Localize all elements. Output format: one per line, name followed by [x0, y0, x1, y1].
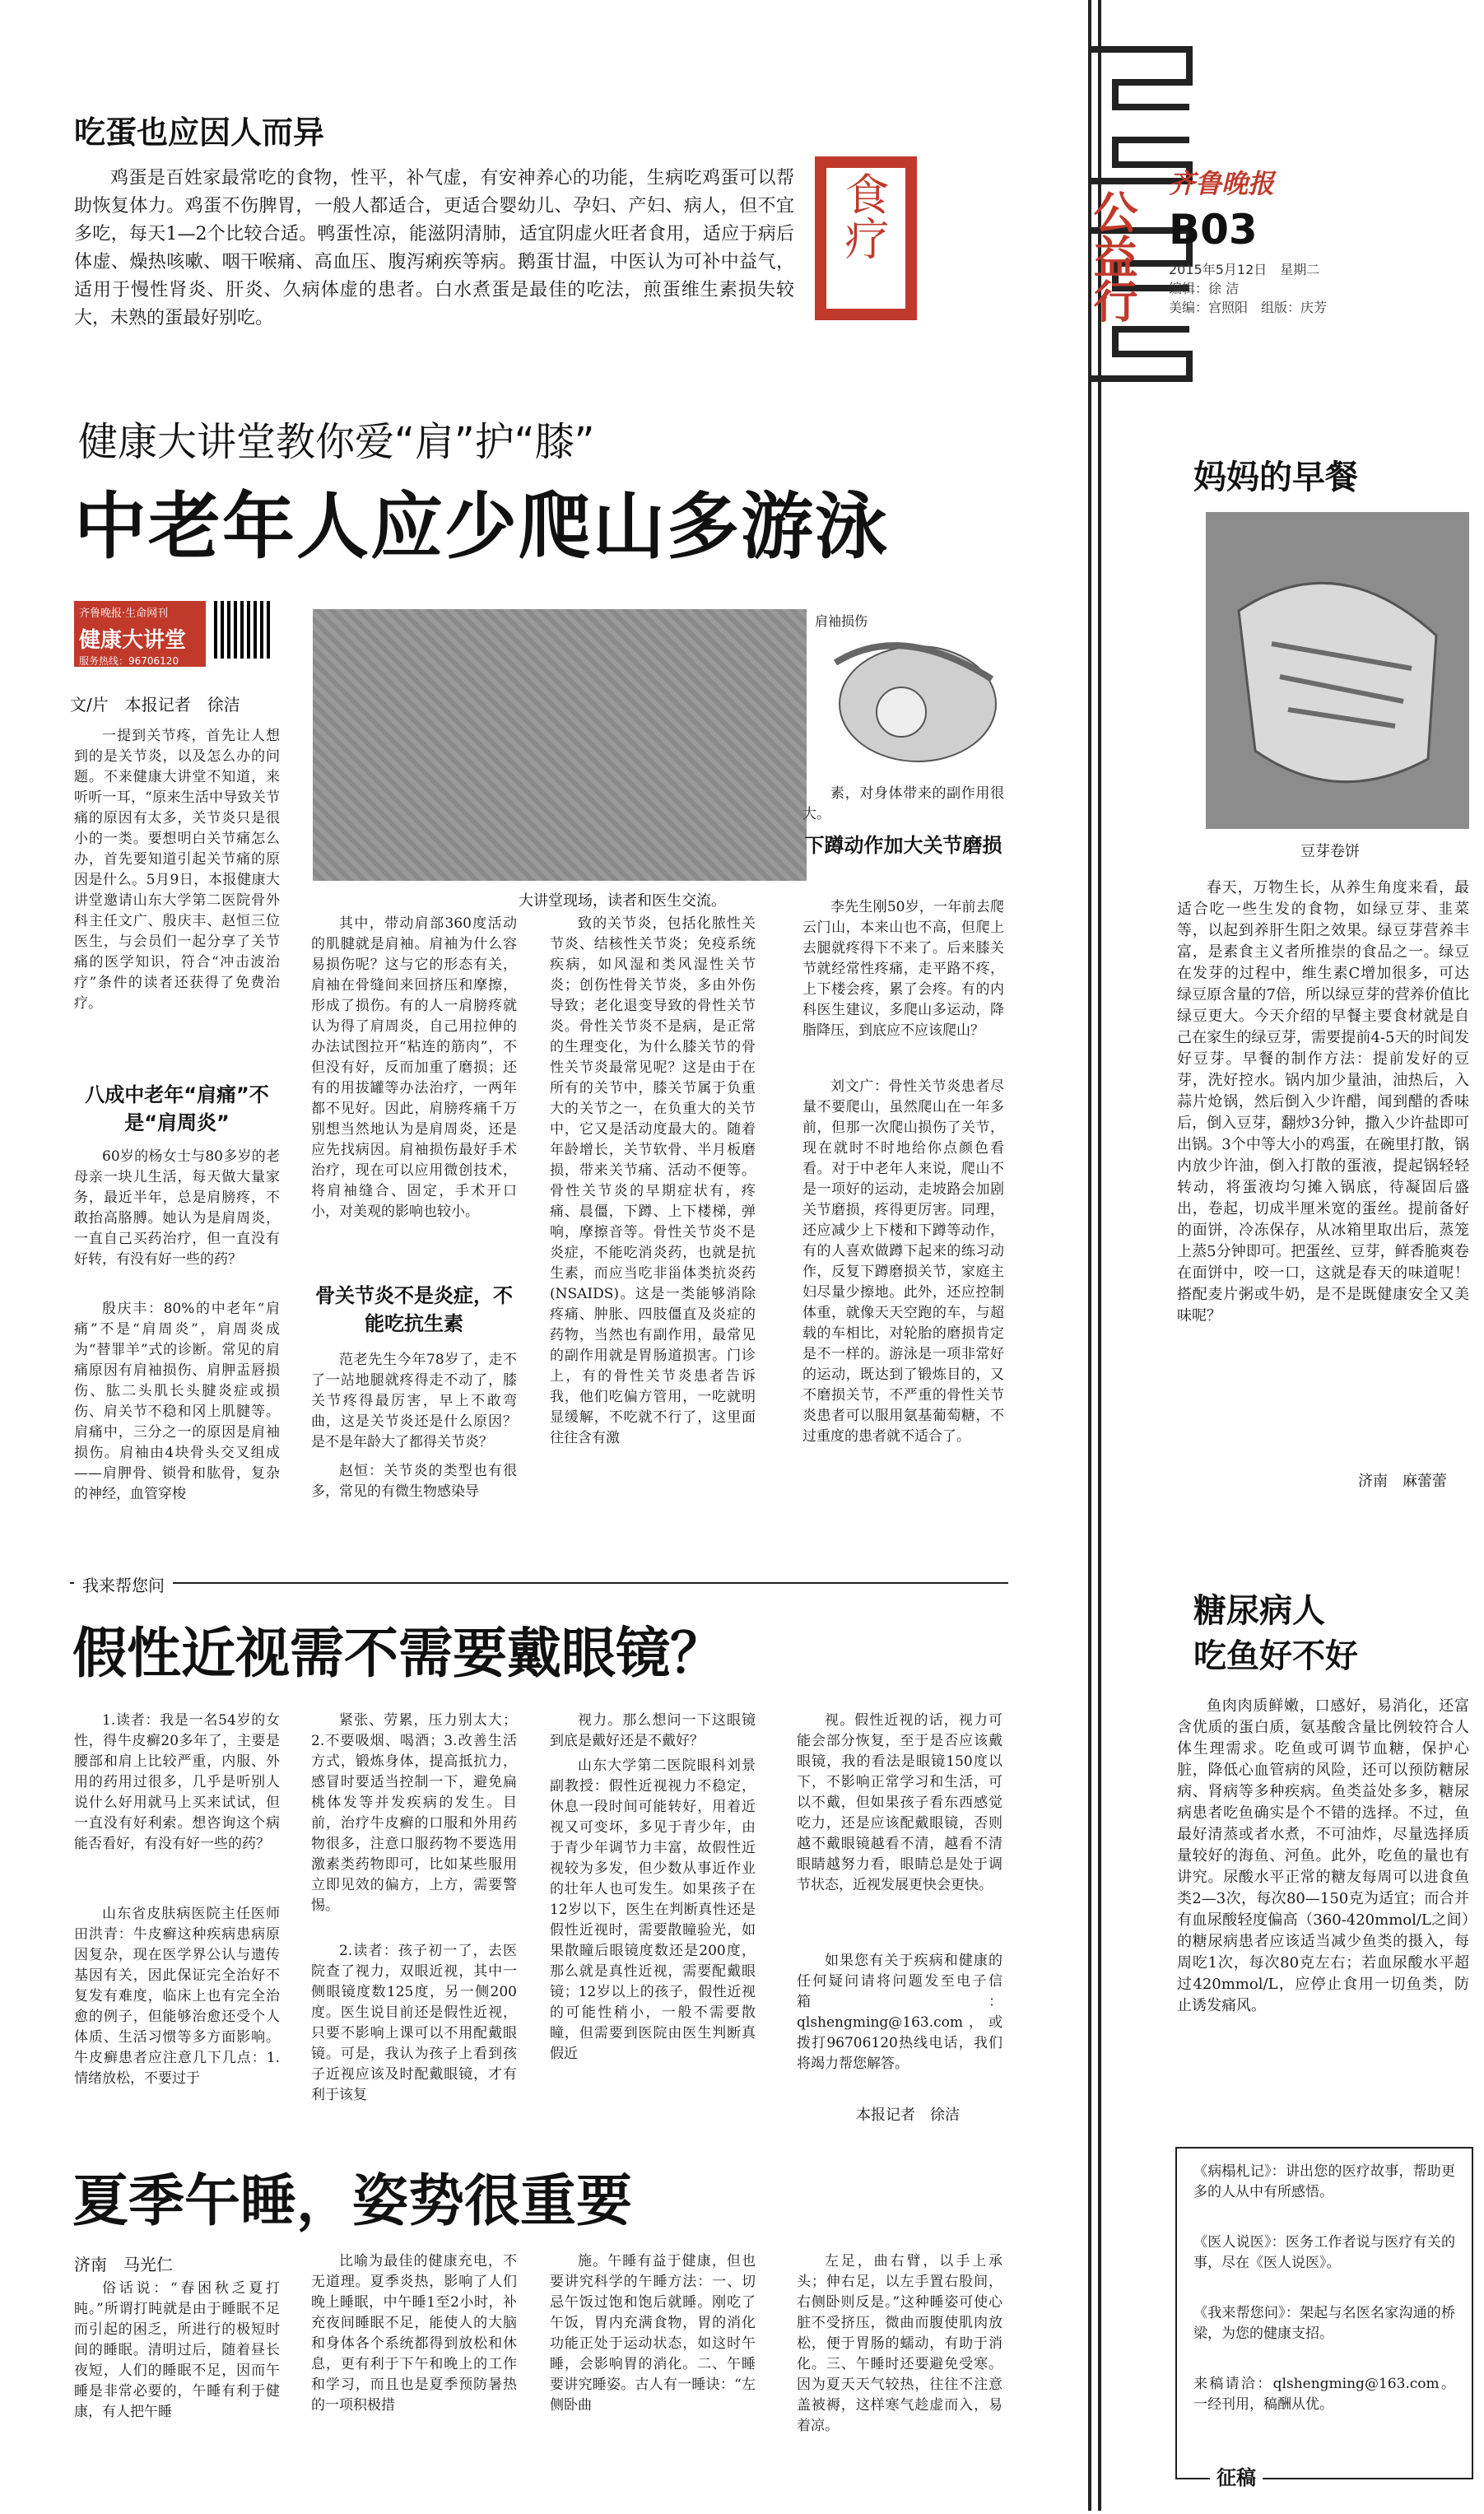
main-col2: 其中，带动肩部360度活动的肌腱就是肩袖。肩袖为什么容易损伤呢？这与它的形态有关，肩袖在骨缝间来回挤压和摩擦，形成了损伤。有的人一肩膀疼就认为得了肩周炎，自己用拉伸的办法试图拉开“粘连的筋肉”，不但没有好，反而加重了磨损；还有的用拔罐等办法治疗，一两年都不见好。因此，肩膀疼痛千万别想当然地认为是肩周炎，还是应先找病因。肩袖损伤最好手术治疗，现在可以应用微创技术，将肩袖缝合、固定，手术开口小，对美观的影响也较小。: [311, 915, 517, 1220]
egg-title: 吃蛋也应因人而异: [74, 114, 325, 151]
nap-col2: 比喻为最佳的健康充电，不无道理。夏季炎热，影响了人们晚上睡眠，中午睡1至2小时，补充夜间睡眠不足，能使人的大脑和身体各个系统都得到放松和休息，更有利于下午和晚上的工作和学习，而且也是夏季预防暑热的一项积极措: [311, 2253, 517, 2414]
breakfast-byline: 济南 麻蕾蕾: [1358, 1473, 1447, 1490]
shoulder-diagram: [802, 613, 1004, 774]
main-col2-answer: 赵恒：关节炎的类型也有很多，常见的有微生物感染导: [311, 1463, 517, 1500]
egg-body: 鸡蛋是百姓家最常吃的食物，性平，补气虚，有安神养心的功能，生病吃鸡蛋可以帮助恢复体力。鸡蛋不伤脾胃，一般人都适合，更适合婴幼儿、孕妇、产妇、病人，但不宜多吃，每天1—2个比较合适。鸭蛋性凉，能滋阴清肺，适宜阴虚火旺者食用，适应于病后体虚、燥热咳嗽、咽干喉痛、高血压、腹泻痢疾等病。鹅蛋甘温，中医认为可补中益气，适用于慢性肾炎、肝炎、久病体虚的患者。白水煮蛋是最佳的吃法，煎蛋维生素损失较大，未熟的蛋最好别吃。: [74, 168, 794, 328]
lecture-photo-caption: 大讲堂现场，读者和医生交流。: [519, 892, 726, 910]
myopia-col2: 紧张、劳累，压力别太大；2.不要吸烟、喝酒；3.改善生活方式，锻炼身体，提高抵抗力，感冒时要适当控制一下，避免扁桃体发等并发疾病的发生。目前，治疗牛皮癣的口服和外用药物很多，注意口服药物不要选用激素类药物即可，比如某些服用立即见效的偏方，上方，需要警惕。: [311, 1712, 517, 1914]
myopia-col2-q: 2.读者：孩子初一了，去医院查了视力，双眼近视，其中一侧眼镜度数125度，另一侧200度。医生说目前还是假性近视，只要不影响上课可以不用配戴眼镜。可是，我认为孩子上看到孩子近视应该及时配戴眼镜，才有利于该复: [311, 1943, 517, 2103]
qr-code: [214, 601, 272, 659]
myopia-col4: 视。假性近视的话，视力可能会部分恢复，至于是否应该戴眼镜，我的看法是眼镜150度以下，不影响正常学习和生活，可以不戴，但如果孩子看东西感觉吃力，还是应该配戴眼镜，否则越不戴眼镜越看不清，越看不清眼睛越努力看，眼睛总是处于调节状态，近视发展更快会更快。: [797, 1712, 1003, 1893]
solicit-box: [1175, 2147, 1473, 2479]
main-col4-answer: 刘文广：骨性关节炎患者尽量不要爬山，虽然爬山在一年多前，但那一次爬山损伤了关节，现在就时不时地给你点颜色看看。对于中老年人来说，爬山不是一项好的运动，走坡路会加剧关节磨损，疼得更厉害。同理，还应减少上下楼和下蹲等动作，有的人喜欢做蹲下起来的练习动作，反复下蹲磨损关节，家庭主妇尽量少擦地。此外，还应控制体重，就像天天空跑的车，与超载的车相比，对轮胎的磨损肯定是不一样的。游泳是一项非常好的运动，既达到了锻炼目的，又不磨损关节，不严重的骨性关节炎患者可以服用氨基葡萄糖，不过重度的患者就不适合了。: [802, 1078, 1004, 1445]
main-col1-case: 60岁的杨女士与80多岁的老母亲一块儿生活，每天做大量家务，最近半年，总是肩膀疼，不敢抬高胳膊。她认为是肩周炎，一直自己买药治疗，但一直没有好转，有没有好一些的药？: [74, 1148, 280, 1268]
breakfast-photo: [1206, 512, 1469, 829]
myopia-col1-a: 山东省皮肤病医院主任医师田洪青：牛皮癣这种疾病患病原因复杂，现在医学界公认与遗传基因有关，因此保证完全治好不复发有难度，临床上也有完全治愈的例子，但能够治愈还受个人体质、生活习惯等多方面影响。牛皮癣患者应注意几下几点：1.情绪放松，不要过于: [74, 1906, 280, 2087]
lecture-photo: [313, 609, 807, 881]
solicit-item: 《病榻札记》：讲出您的医疗故事，帮助更多的人从中有所感悟。: [1193, 2163, 1455, 2200]
art-credit: 美编：宫照阳 组版：庆芳: [1169, 300, 1328, 315]
subhead-squatting: 下蹲动作加大关节磨损: [804, 834, 1003, 857]
column-badge: 食疗: [815, 156, 917, 320]
breakfast-title: 妈妈的早餐: [1193, 459, 1358, 496]
article-title: 中老年人应少爬山多游泳: [74, 484, 890, 569]
page-code: B03: [1169, 206, 1258, 254]
nap-title: 夏季午睡，姿势很重要: [72, 2169, 633, 2234]
health-lecture-logo: 齐鲁晚报·生命网刊 健康大讲堂 服务热线：96706120: [74, 601, 280, 683]
shoulder-diagram-label: 肩袖损伤: [815, 613, 868, 629]
main-col1-intro: 一提到关节疼，首先让人想到的是关节炎，以及怎么办的问题。不来健康大讲堂不知道，来听听一耳，“原来生活中导致关节痛的原因有太多，关节炎只是很小的一类。要想明白关节痛怎么办，首先要知道引起关节痛的原因是什么。5月9日，本报健康大讲堂邀请山东大学第二医院骨外科主任文广、殷庆丰、赵恒三位医生，与会员们一起分享了关节痛的医学知识，符合“冲击波治疗”条件的读者还获得了免费治疗。: [74, 728, 280, 1012]
myopia-col4-contact: 如果您有关于疾病和健康的任何疑问请将问题发至电子信箱：qlshengming@163.com，或拨打96706120热线电话，我们将竭力帮您解答。: [797, 1953, 1003, 2072]
nap-byline: 济南 马光仁: [74, 2255, 173, 2274]
breakfast-body: 春天，万物生长，从养生角度来看，最适合吃一些生发的食物，如绿豆芽、韭菜等，以起到养肝生阳之效果。绿豆芽营养丰富，是素食主义者所推崇的食品之一。绿豆在发芽的过程中，维生素C增加很多，可达绿豆原含量的7倍，所以绿豆芽的营养价值比绿豆更大。今天介绍的早餐主要食材就是自己在家生的绿豆芽，需要提前4-5天的时间发好豆芽。早餐的制作方法：提前发好的豆芽，洗好控水。锅内加少量油，油热后，入蒜片炝锅，然后倒入少许醋，闻到醋的香味后，倒入豆芽，翻炒3分钟，撒入少许盐即可出锅。3个中等大小的鸡蛋，在碗里打散，锅内放少许油，倒入打散的蛋液，提起锅轻轻转动，将蛋液均匀摊入锅底，待凝固后盛出，卷起，切成半厘米宽的蛋丝。提前备好的面饼，冷冻保存，从冰箱里取出后，蒸笼上蒸5分钟即可。把蛋丝、豆芽，鲜香脆爽卷在面饼中，咬一口，这就是春天的味道呢！搭配麦片粥或牛奶，是不是既健康安全又美味呢？: [1177, 879, 1469, 1325]
nap-col1: 俗话说：“春困秋乏夏打盹。”所谓打盹就是由于睡眠不足而引起的困乏，所进行的极短时间的睡眠。清明过后，随着昼长夜短，人们的睡眠不足，因而午睡是非常必要的，午睡有利于健康，有人把午睡: [74, 2280, 280, 2420]
myopia-title: 假性近视需不需要戴眼镜？: [72, 1622, 724, 1685]
main-col1-answer: 殷庆丰：80%的中老年“肩痛”不是“肩周炎”，肩周炎成为“替罪羊”式的诊断。常见的肩痛原因有肩袖损伤、肩胛盂唇损伤、肱二头肌长头腱炎症或损伤、肩关节不稳和冈上肌腱等。肩痛中，三分之一的原因是肩袖损伤。肩袖由4块骨头交叉组成——肩胛骨、锁骨和肱骨，复杂的神经，血管穿梭: [74, 1301, 280, 1502]
main-col2-case: 范老先生今年78岁了，走不了一站地腿就疼得走不动了，膝关节疼得最厉害，早上不敢弯曲，这是关节炎还是什么原因？是不是年龄大了都得关节炎？: [311, 1352, 517, 1450]
section-name: 公益行: [1086, 189, 1138, 323]
diabetes-title-line1: 糖尿病人: [1193, 1592, 1325, 1630]
myopia-col3-q: 视力。那么想问一下这眼镜到底是戴好还是不戴好？: [550, 1712, 756, 1749]
myopia-rule: [70, 1582, 1008, 1584]
myopia-col3-a: 山东大学第二医院眼科刘景副教授：假性近视视力不稳定，休息一段时间可能转好，用着近视又可变坏，多见于青少年，由于青少年调节力丰富，故假性近视较为多发，但少数从事近作业的壮年人也可发生。如果孩子在12岁以下，医生在判断真性还是假性近视时，需要散瞳验光，如果散瞳后眼镜度数还是200度，那么就是真性近视，需要配戴眼镜；12岁以上的孩子，假性近视的可能性稍小，一般不需要散瞳，但需要到医院由医生判断真假近: [550, 1757, 756, 2062]
article-kicker: 健康大讲堂教你爱“肩”护“膝”: [78, 419, 595, 465]
nap-col4: 左足，曲右臂，以手上承头；伸右足，以左手置右股间，右侧卧则反是。”这种睡姿可使心脏不受挤压，微曲而腹使肌肉放松，便于胃肠的蠕动，有助于消化。三、午睡时还要避免受寒。因为夏天天气较热，往往不注意盖被褥，这样寒气趁虚而入，易着凉。: [797, 2253, 1003, 2434]
nap-col3: 施。午睡有益于健康，但也要讲究科学的午睡方法：一、切忌午饭过饱和饱后就睡。刚吃了午饭，胃内充满食物，胃的消化功能正处于运动状态，如这时午睡，会影响胃的消化。二、午睡要讲究睡姿。古人有一睡诀：“左侧卧曲: [550, 2253, 756, 2414]
subhead-osteoarthritis: 骨关节炎不是炎症，不能吃抗生素: [315, 1284, 513, 1335]
paper-name: 齐鲁晚报: [1169, 168, 1275, 199]
diabetes-body: 鱼肉肉质鲜嫩，口感好，易消化，还富含优质的蛋白质，氨基酸含量比例较符合人体生理需求。吃鱼或可调节血糖，保护心脏，降低心血管病的风险，还可以预防糖尿病、肾病等多种疾病。鱼类益处多多，糖尿病患者吃鱼确实是个不错的选择。不过，鱼最好清蒸或者水煮，不可油炸，尽量选择质量较好的海鱼、河鱼。此外，吃鱼的量也有讲究。尿酸水平正常的糖友每周可以进食鱼类2—3次，每次80—150克为适宜；而合并有血尿酸轻度偏高（360-420mmol/L之间）的糖尿病患者应该适当减少鱼类的摄入，每周吃1次，每次80克左右；若血尿酸水平超过420mmol/L，应停止食用一切鱼类，防止诱发痛风。: [1177, 1697, 1469, 2014]
solicit-contact: 来稿请洽：qlshengming@163.com。一经刊用，稿酬从优。: [1193, 2376, 1455, 2413]
editor-credit: 编辑：徐 洁: [1169, 281, 1240, 296]
article-byline: 文/片 本报记者 徐洁: [70, 695, 240, 715]
main-col4-end: 素，对身体带来的副作用很大。: [802, 785, 1004, 822]
myopia-byline: 本报记者 徐洁: [856, 2107, 960, 2124]
subhead-shoulder-pain: 八成中老年“肩痛”不是“肩周炎”: [85, 1083, 269, 1134]
myopia-col1-q: 1.读者：我是一名54岁的女性，得牛皮癣20多年了，主要是腰部和肩上比较严重，内服、外用的药用过很多，几乎是听别人说什么好用就马上买来试试，但一直没有好利索。想咨询这个病能否看好，有没有好一些的药？: [74, 1712, 280, 1852]
issue-date: 2015年5月12日 星期二: [1169, 262, 1320, 277]
breakfast-photo-caption: 豆芽卷饼: [1300, 843, 1360, 860]
solicit-label: 征稿: [1210, 2461, 1263, 2490]
solicit-item: 《我来帮您问》：架起与名医名家沟通的桥梁，为您的健康支招。: [1193, 2305, 1455, 2342]
diabetes-title-line2: 吃鱼好不好: [1193, 1637, 1358, 1675]
myopia-tag: 我来帮您问: [74, 1572, 173, 1596]
solicit-item: 《医人说医》：医务工作者说与医疗有关的事，尽在《医人说医》。: [1193, 2234, 1455, 2271]
main-col4-case: 李先生刚50岁，一年前去爬云门山，本来山也不高，但爬上去腿就疼得下不来了。后来膝关节就经常性疼痛，走平路不疼，上下楼会疼，累了会疼。有的内科医生建议，多爬山多运动，降脂降压，到底应不应该爬山？: [802, 899, 1004, 1039]
main-col3: 致的关节炎，包括化脓性关节炎、结核性关节炎；免疫系统疾病，如风湿和类风湿性关节炎；创伤性骨关节炎，多由外伤导致；老化退变导致的骨性关节炎。骨性关节炎不是病，是正常的生理变化，为什么膝关节的骨性关节炎最常见呢？这是由于在所有的关节中，膝关节属于负重大的关节之一，在负重大的关节中，它又是活动度最大的。随着年龄增长，关节软骨、半月板磨损，带来关节痛、活动不便等。骨性关节炎的早期症状有，疼痛、晨僵，下蹲、上下楼梯，弹响，摩擦音等。骨性关节炎不是炎症，不能吃消炎药，也就是抗生素，而应当吃非甾体类抗炎药(NSAIDS)。这是一类能够消除疼痛、肿胀、四肢僵直及炎症的药物，当然也有副作用，最常见的副作用就是胃肠道损害。门诊上，有的骨性关节炎患者告诉我，他们吃偏方管用，一吃就明显缓解，不吃就不行了，这里面往往含有激: [550, 915, 756, 1446]
